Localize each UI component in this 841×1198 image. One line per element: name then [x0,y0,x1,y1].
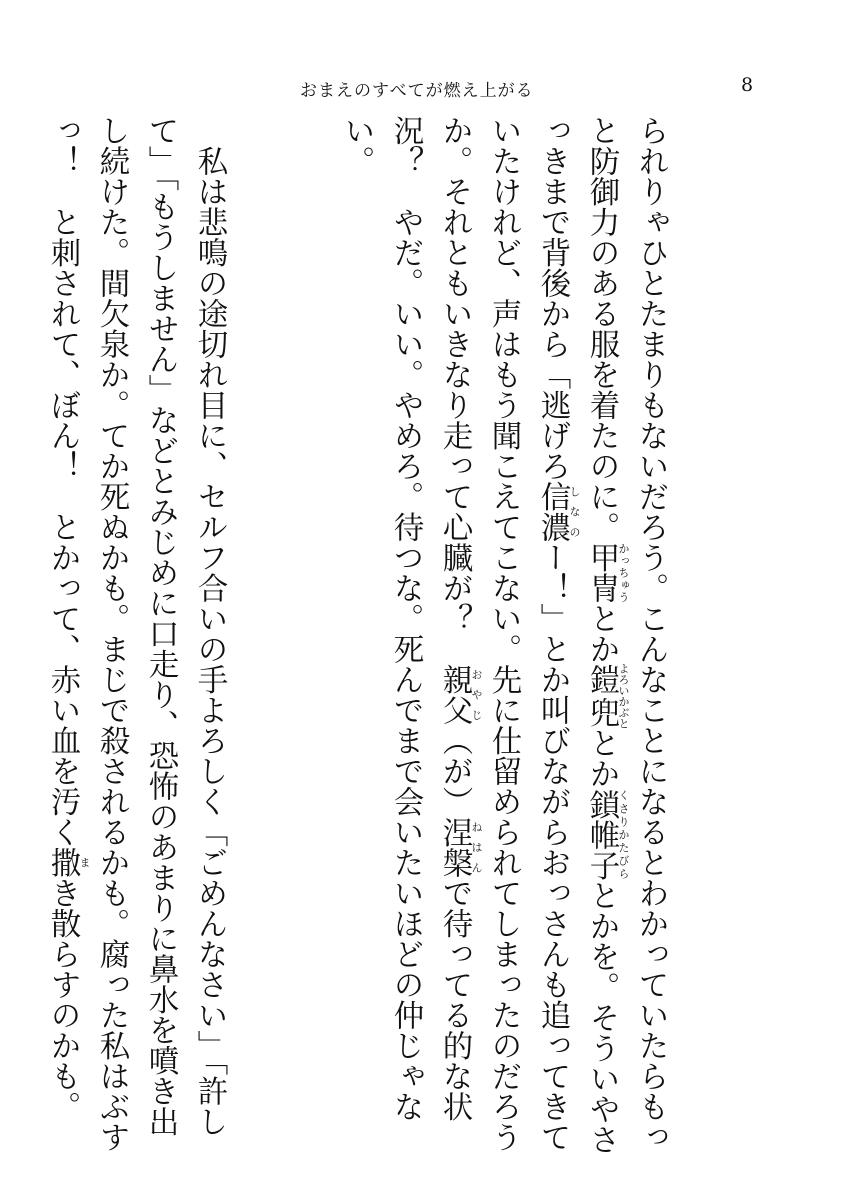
body-text [45,115,773,1165]
running-title: おまえのすべてが燃え上がる [300,81,534,101]
page-number: 8 [741,74,754,96]
furigana: 信濃しなの [535,481,581,542]
paragraph: られりゃひとたまりもないだろう。こんなことになるとわかっていたらもっと防御力のある服を着たのに。甲冑かっちゅうとか鎧兜よろいかぶととか鎖帷子くさりかたびらとかを。そういやさっきまで背後から「逃げろ信濃しなのー！」とか叫びながらおっさんも追ってきていたけれど、声はもう聞こえてこない。先に仕留められてしまったのだろうか。それともいきなり走って心臓が？ 親父おやじ（が）涅槃ねはんで待ってる的な状況？ やだ。いい。やめろ。待つな。死んでまで会いたいほどの仲じゃない。 [339,115,668,1155]
furigana: 撒ま [45,847,91,878]
furigana: 鎧兜よろいかぶと [584,662,630,729]
furigana: 鎖帷子くさりかたびら [584,788,630,880]
furigana: 涅槃ねはん [437,816,483,878]
furigana: 親父おやじ [437,664,483,725]
furigana: 甲冑かっちゅう [584,542,630,603]
paragraph: 私は悲鳴の途切れ目に、セルフ合いの手よろしく「ごめんなさい」「許して」「もうしません」などとみじめに口走り、恐怖のあまりに鼻水を噴き出し続けた。間欠泉か。てか死ぬかも。まじで殺されるかも。腐った私はぶすっ！ と刺されて、ぼん！ とかって、赤い血を汚く撒まき散らすのかも。 [45,115,227,1152]
